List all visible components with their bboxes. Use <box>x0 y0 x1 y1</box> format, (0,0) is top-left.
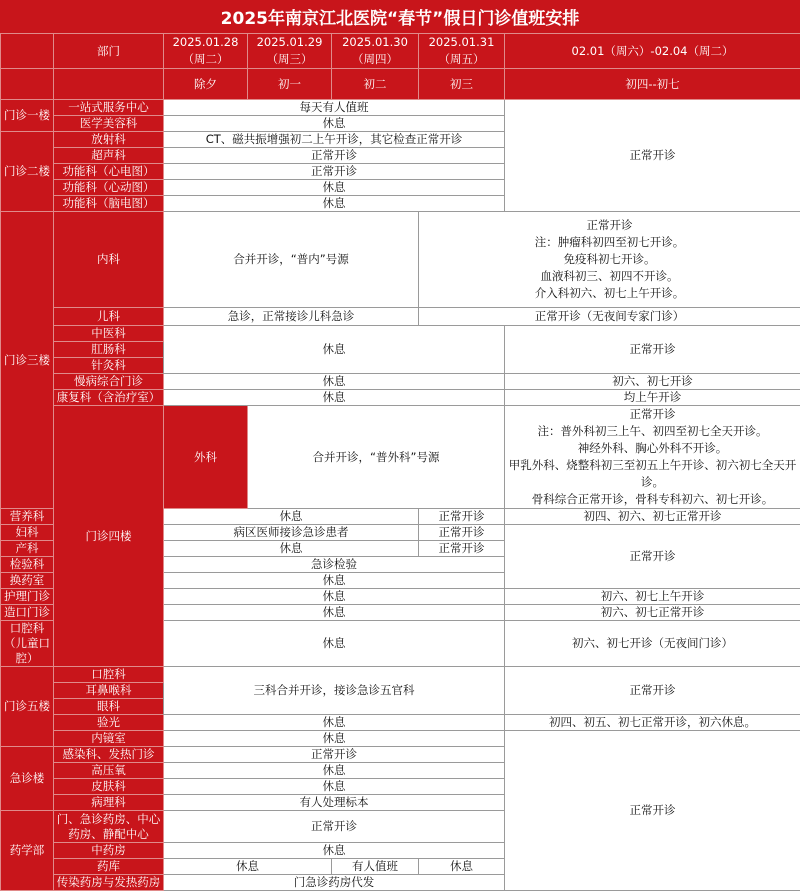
dept-name: 肛肠科 <box>54 342 164 358</box>
dept-name: 感染科、发热门诊 <box>54 747 164 763</box>
floor-label: 门诊一楼 <box>1 100 54 132</box>
schedule-cell: 门急诊药房代发 <box>164 875 505 891</box>
schedule-cell: 正常开诊 <box>419 525 505 541</box>
dept-name: 功能科（脑电图） <box>54 196 164 212</box>
header-date-row <box>1 34 800 69</box>
dept-name: 耳鼻喉科 <box>54 683 164 699</box>
floor-label: 门诊五楼 <box>1 667 54 747</box>
floor-label: 门诊二楼 <box>1 132 54 212</box>
schedule-cell: 休息 <box>164 390 505 406</box>
dept-name: 验光 <box>54 715 164 731</box>
table-row <box>1 100 800 116</box>
dept-name: 病理科 <box>54 795 164 811</box>
dept-name: 慢病综合门诊 <box>54 374 164 390</box>
schedule-cell: 正常开诊 <box>164 148 505 164</box>
schedule-cell: 正常开诊 <box>505 731 800 891</box>
schedule-cell: 病区医师接诊急诊患者 <box>164 525 419 541</box>
schedule-cell: 休息 <box>164 326 505 374</box>
table-row <box>1 326 800 342</box>
dept-name: 门、急诊药房、中心 药房、静配中心 <box>54 811 164 843</box>
schedule-cell: 初六、初七正常开诊 <box>505 605 800 621</box>
dept-name: 换药室 <box>1 573 54 589</box>
header-date: 2025.01.31 （周五） <box>419 34 505 69</box>
schedule-cell: 均上午开诊 <box>505 390 800 406</box>
dept-name: 放射科 <box>54 132 164 148</box>
dept-name: 高压氧 <box>54 763 164 779</box>
header-date: 2025.01.30 （周四） <box>332 34 419 69</box>
dept-name: 中医科 <box>54 326 164 342</box>
table-row <box>1 667 800 683</box>
dept-name: 药库 <box>54 859 164 875</box>
table-row <box>1 406 800 509</box>
dept-name: 产科 <box>1 541 54 557</box>
schedule-cell: 休息 <box>164 763 505 779</box>
table-row <box>1 212 800 308</box>
dept-name: 内科 <box>54 212 164 308</box>
dept-name: 眼科 <box>54 699 164 715</box>
header-blank <box>1 34 54 69</box>
schedule-cell: 休息 <box>164 605 505 621</box>
dept-name: 中药房 <box>54 843 164 859</box>
schedule-cell: 休息 <box>164 621 505 667</box>
schedule-cell: 正常开诊 <box>419 509 505 525</box>
header-day-name: 初二 <box>332 69 419 100</box>
schedule-cell: 休息 <box>164 779 505 795</box>
dept-name: 营养科 <box>1 509 54 525</box>
dept-name: 妇科 <box>1 525 54 541</box>
schedule-cell: 初六、初七开诊 <box>505 374 800 390</box>
schedule-cell: 初四、初五、初七正常开诊，初六休息。 <box>505 715 800 731</box>
schedule-cell: 休息 <box>164 374 505 390</box>
schedule-cell: 休息 <box>164 843 505 859</box>
schedule-cell: 正常开诊 <box>505 100 800 212</box>
schedule-cell: 正常开诊 <box>505 667 800 715</box>
floor-label: 药学部 <box>1 811 54 891</box>
dept-name: 护理门诊 <box>1 589 54 605</box>
dept-name: 内镜室 <box>54 731 164 747</box>
schedule-cell: 合并开诊，“普外科”号源 <box>248 406 505 509</box>
header-day-name: 初三 <box>419 69 505 100</box>
dept-name: 医学美容科 <box>54 116 164 132</box>
header-name-row <box>1 69 800 100</box>
schedule-cell: 休息 <box>164 573 505 589</box>
schedule-table <box>0 33 800 891</box>
schedule-cell: 初六、初七上午开诊 <box>505 589 800 605</box>
page-title: 2025年南京江北医院“春节”假日门诊值班安排 <box>0 0 800 33</box>
header-date-range: 02.01（周六）-02.04（周二） <box>505 34 800 69</box>
floor-label: 急诊楼 <box>1 747 54 811</box>
table-row <box>1 374 800 390</box>
dept-name: 皮肤科 <box>54 779 164 795</box>
table-row <box>1 731 800 747</box>
header-day-name: 初四--初七 <box>505 69 800 100</box>
schedule-note-cell: 正常开诊 注：肿瘤科初四至初七开诊。 免疫科初七开诊。 血液科初三、初四不开诊。 介入科初六、初七上午开诊。 <box>419 212 800 308</box>
schedule-cell: 正常开诊 <box>505 525 800 589</box>
dept-name: 口腔科 <box>54 667 164 683</box>
schedule-cell: 正常开诊 <box>419 541 505 557</box>
floor-label: 门诊四楼 <box>54 406 164 667</box>
dept-name: 功能科（心电图） <box>54 164 164 180</box>
schedule-cell: 休息 <box>164 589 505 605</box>
dept-name: 造口门诊 <box>1 605 54 621</box>
schedule-cell: 休息 <box>164 196 505 212</box>
dept-name: 一站式服务中心 <box>54 100 164 116</box>
schedule-cell: 休息 <box>164 731 505 747</box>
table-row <box>1 390 800 406</box>
table-row <box>1 308 800 326</box>
header-date: 2025.01.28 （周二） <box>164 34 248 69</box>
header-day-name: 初一 <box>248 69 332 100</box>
schedule-cell: 合并开诊，“普内”号源 <box>164 212 419 308</box>
schedule-cell: 初六、初七开诊（无夜间门诊） <box>505 621 800 667</box>
schedule-cell: 正常开诊（无夜间专家门诊） <box>419 308 800 326</box>
dept-name: 儿科 <box>54 308 164 326</box>
schedule-cell: 初四、初六、初七正常开诊 <box>505 509 800 525</box>
schedule-cell: 三科合并开诊，接诊急诊五官科 <box>164 667 505 715</box>
schedule-cell: 有人值班 <box>332 859 419 875</box>
schedule-note-cell: 正常开诊 注：普外科初三上午、初四至初七全天开诊。 神经外科、胸心外科不开诊。 甲乳外科、烧整科初三至初五上午开诊、初六初七全天开诊。 骨科综合正常开诊，骨科专科初六、初七开诊。 <box>505 406 800 509</box>
floor-label: 门诊三楼 <box>1 212 54 509</box>
schedule-cell: 休息 <box>419 859 505 875</box>
header-day-name: 除夕 <box>164 69 248 100</box>
schedule-cell: 正常开诊 <box>164 747 505 763</box>
schedule-cell: 休息 <box>164 541 419 557</box>
header-blank <box>1 69 54 100</box>
schedule-cell: 休息 <box>164 715 505 731</box>
header-date: 2025.01.29 （周三） <box>248 34 332 69</box>
dept-name: 传染药房与发热药房 <box>54 875 164 891</box>
dept-name: 外科 <box>164 406 248 509</box>
table-row <box>1 715 800 731</box>
header-blank <box>54 69 164 100</box>
schedule-cell: 正常开诊 <box>164 164 505 180</box>
schedule-cell: 正常开诊 <box>164 811 505 843</box>
header-dept: 部门 <box>54 34 164 69</box>
dept-name: 功能科（心动图） <box>54 180 164 196</box>
dept-name: 检验科 <box>1 557 54 573</box>
schedule-cell: 每天有人值班 <box>164 100 505 116</box>
schedule-cell: 急诊检验 <box>164 557 505 573</box>
dept-name: 针灸科 <box>54 358 164 374</box>
dept-name: 超声科 <box>54 148 164 164</box>
schedule-cell: 休息 <box>164 180 505 196</box>
dept-name: 口腔科（儿童口腔） <box>1 621 54 667</box>
schedule-cell: 正常开诊 <box>505 326 800 374</box>
schedule-cell: 休息 <box>164 509 419 525</box>
schedule-cell: 休息 <box>164 859 332 875</box>
schedule-cell: CT、磁共振增强初二上午开诊，其它检查正常开诊 <box>164 132 505 148</box>
schedule-cell: 休息 <box>164 116 505 132</box>
dept-name: 康复科（含治疗室） <box>54 390 164 406</box>
schedule-cell: 急诊，正常接诊儿科急诊 <box>164 308 419 326</box>
schedule-cell: 有人处理标本 <box>164 795 505 811</box>
